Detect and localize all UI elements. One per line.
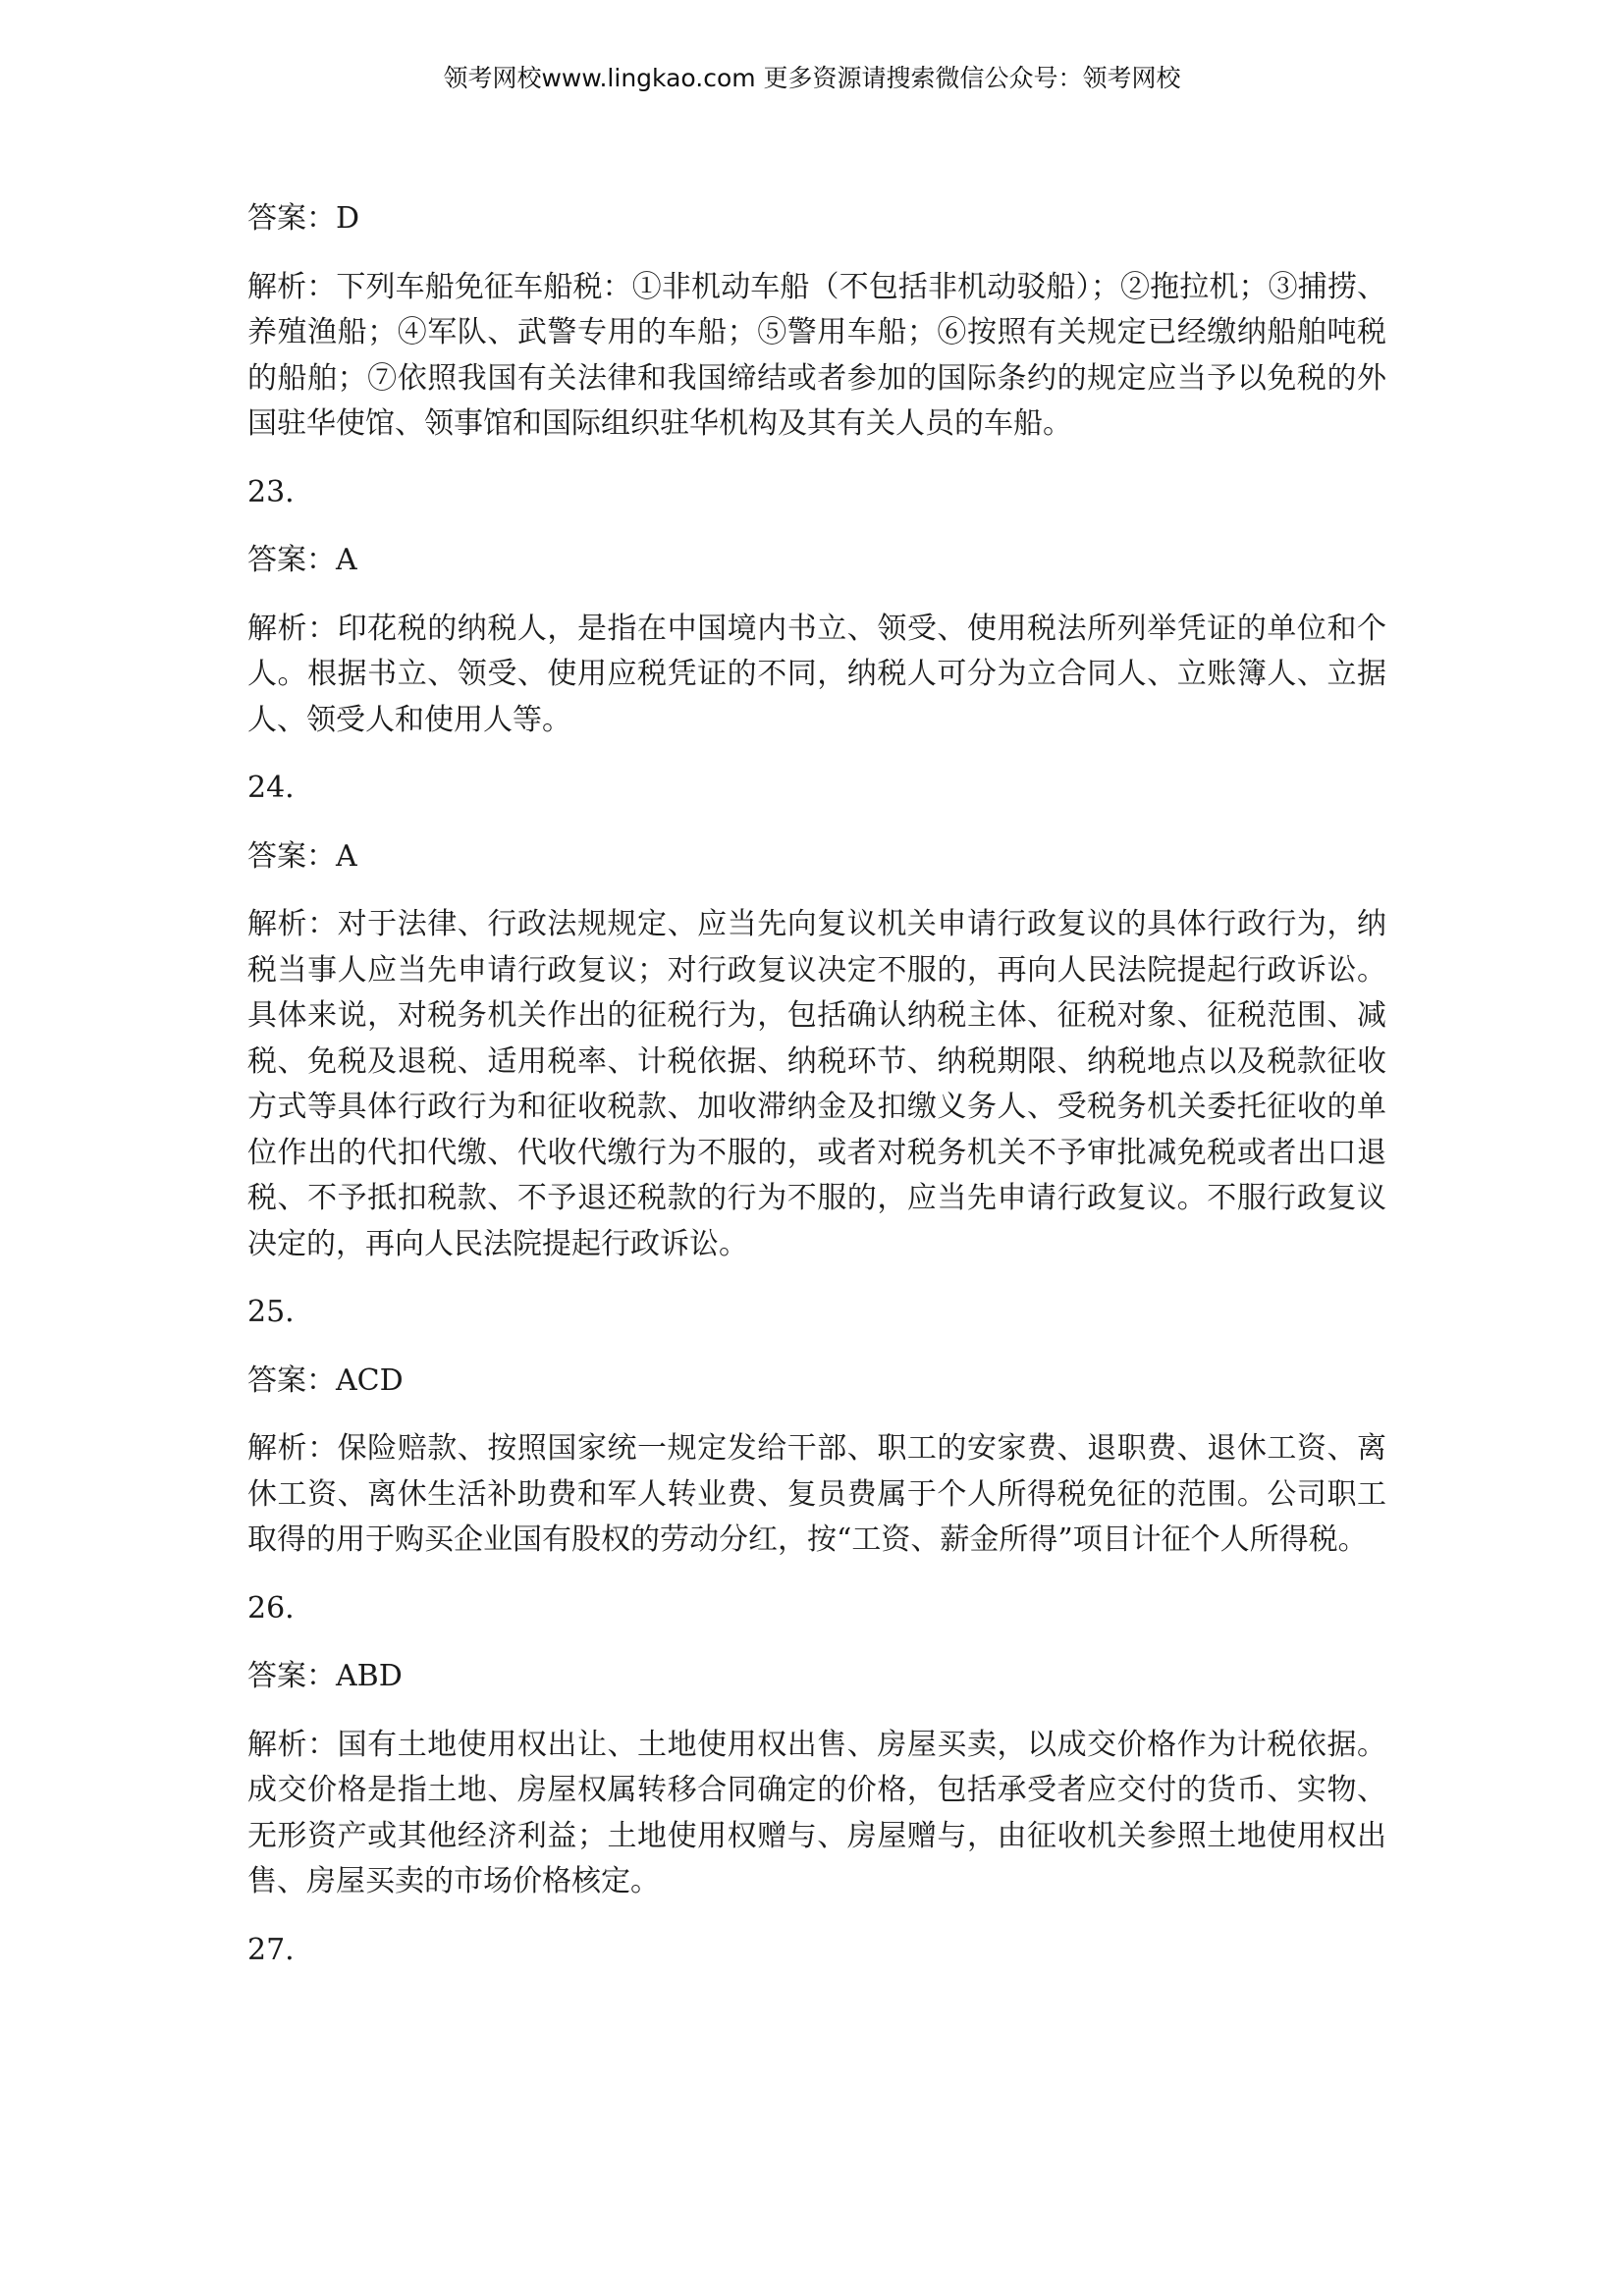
question-number: 24.: [247, 771, 295, 805]
analysis-paragraph: 解析：印花税的纳税人，是指在中国境内书立、领受、使用税法所列举凭证的单位和个人。根据书立、领受、使用应税凭证的不同，纳税人可分为立合同人、立账簿人、立据人、领受人和使用人等。: [247, 611, 1386, 737]
analysis-paragraph: 解析：保险赔款、按照国家统一规定发给干部、职工的安家费、退职费、退休工资、离休工资、离休生活补助费和军人转业费、复员费属于个人所得税免征的范围。公司职工取得的用于购买企业国有股权的劳动分红，按“工资、薪金所得”项目计征个人所得税。: [247, 1431, 1386, 1557]
question-number: 26.: [247, 1590, 295, 1626]
answer-line: 答案：ACD: [247, 1362, 404, 1398]
page-header: 领考网校www.lingkao.com 更多资源请搜索微信公众号：领考网校: [443, 64, 1181, 92]
answer-line: 答案：ABD: [247, 1659, 403, 1693]
answer-line: 答案：A: [247, 838, 357, 874]
question-number: 23.: [247, 474, 295, 509]
answer-line: 答案：A: [247, 543, 357, 577]
analysis-paragraph: 解析：国有土地使用权出让、土地使用权出售、房屋买卖，以成交价格作为计税依据。成交价格是指土地、房屋权属转移合同确定的价格，包括承受者应交付的货币、实物、无形资产或其他经济利益；土地使用权赠与、房屋赠与，由征收机关参照土地使用权出售、房屋买卖的市场价格核定。: [247, 1727, 1386, 1898]
answer-key-content: [247, 196, 1386, 1996]
question-number: 27.: [247, 1932, 295, 1967]
analysis-paragraph: 解析：下列车船免征车船税：①非机动车船（不包括非机动驳船）；②拖拉机；③捕捞、养殖渔船；④军队、武警专用的车船；⑤警用车船；⑥按照有关规定已经缴纳船舶吨税的船舶；⑦依照我国有关法律和我国缔结或者参加的国际条约的规定应当予以免税的外国驻华使馆、领事馆和国际组织驻华机构及其有关人员的车船。: [247, 269, 1386, 441]
answer-line: 答案：D: [247, 201, 360, 236]
analysis-paragraph: 解析：对于法律、行政法规规定、应当先向复议机关申请行政复议的具体行政行为，纳税当事人应当先申请行政复议；对行政复议决定不服的，再向人民法院提起行政诉讼。具体来说，对税务机关作出的征税行为，包括确认纳税主体、征税对象、征税范围、减税、免税及退税、适用税率、计税依据、纳税环节、纳税期限、纳税地点以及税款征收方式等具体行政行为和征收税款、加收滞纳金及扣缴义务人、受税务机关委托征收的单位作出的代扣代缴、代收代缴行为不服的，或者对税务机关不予审批减免税或者出口退税、不予抵扣税款、不予退还税款的行为不服的，应当先申请行政复议。不服行政复议决定的，再向人民法院提起行政诉讼。: [247, 907, 1386, 1261]
question-number: 25.: [247, 1295, 295, 1329]
